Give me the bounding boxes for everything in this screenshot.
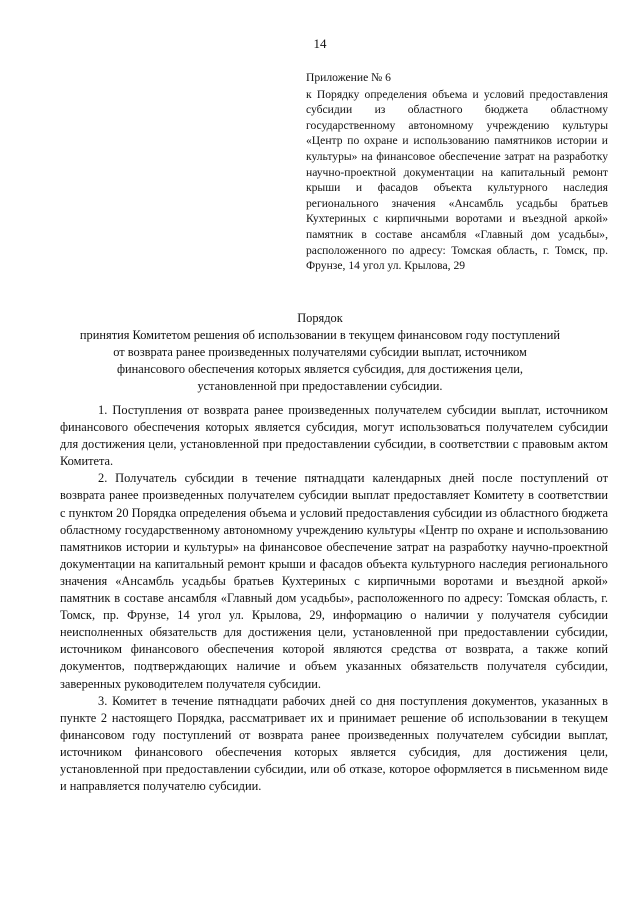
document-title <box>60 310 580 395</box>
title-line: принятия Комитетом решения об использовании в текущем финансовом году поступлений <box>79 328 561 342</box>
document-body <box>60 402 608 795</box>
title-line: установленной при предоставлении субсидии. <box>197 379 443 393</box>
appendix-title: Приложение № 6 <box>306 71 391 84</box>
page-number: 14 <box>313 36 327 51</box>
title-heading: Порядок <box>297 311 343 325</box>
paragraph-2: 2. Получатель субсидии в течение пятнадцати календарных дней после поступлений от возврата ранее произведенных получателем субсидии выплат предоставляет Комитету в соответствии с пунктом 20 Порядка определения объема и условий предоставления субсидии из областного бюджета областному государственному автономному учреждению культуры «Центр по охране и использованию памятников истории и культуры» на финансовое обеспечение затрат на разработку научно-проектной документации на капитальный ремонт крыши и фасадов объекта культурного наследия регионального значения «Ансамбль усадьбы братьев Кухтериных с кирпичными воротами и въездной аркой» памятник в составе ансамбля «Главный дом усадьбы», расположенного по адресу: Томская область, г. Томск, пр. Фрунзе, 14 угол ул. Крылова, 29, информацию о наличии у получателя субсидии неисполненных обязательств для достижения цели, установленной при предоставлении субсидии, источником финансового обеспечения которой являются средства от возврата, а также копий документов, подтверждающих наличие и объем указанных обязательств получателя субсидии, заверенных руководителем получателя субсидии. <box>60 471 608 691</box>
title-line: от возврата ранее произведенных получателями субсидии выплат, источником <box>113 345 527 359</box>
title-line: финансового обеспечения которых является субсидия, для достижения цели, <box>117 362 523 376</box>
paragraph-1: 1. Поступления от возврата ранее произведенных получателем субсидии выплат, источником финансового обеспечения которых является субсидия, могут использоваться получателем субсидии для достижения цели, установленной при предоставлении субсидии, в соответствии с правовым актом Комитета. <box>60 403 608 469</box>
appendix-block <box>306 70 608 274</box>
appendix-text: к Порядку определения объема и условий предоставления субсидии из областного бюджета областному государственному автономному учреждению культуры «Центр по охране и использованию памятников истории и культуры» на финансовое обеспечение затрат на разработку научно-проектной документации на капитальный ремонт крыши и фасадов объекта культурного наследия регионального значения «Ансамбль усадьбы братьев Кухтериных с кирпичными воротами и въездной аркой» памятник в составе ансамбля «Главный дом усадьбы», расположенного по адресу: Томская область, г. Томск, пр. Фрунзе, 14 угол ул. Крылова, 29 <box>306 87 608 273</box>
paragraph-3: 3. Комитет в течение пятнадцати рабочих дней со дня поступления документов, указанных в пункте 2 настоящего Порядка, рассматривает их и принимает решение об использовании в текущем финансовом году поступлений от возврата ранее произведенных получателем субсидии выплат, источником финансового обеспечения которых является субсидия, для достижения цели, установленной при предоставлении субсидии, или об отказе, которое оформляется в письменном виде и направляется получателю субсидии. <box>60 693 608 794</box>
